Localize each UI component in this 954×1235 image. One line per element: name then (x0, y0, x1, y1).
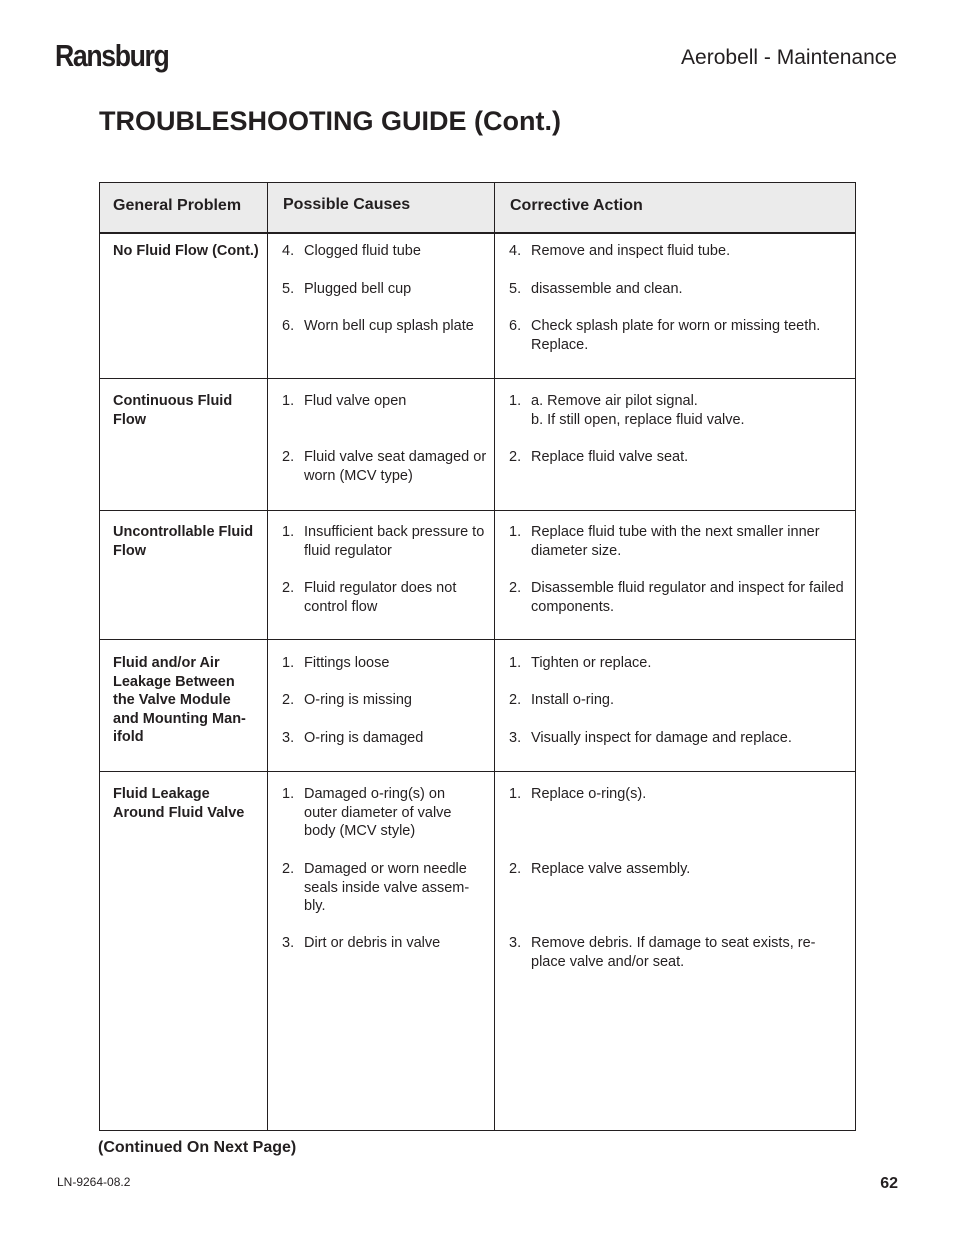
problem-cell: Continuous Fluid Flow (113, 393, 233, 428)
cause-item: 3. O-ring is damaged (282, 730, 424, 746)
problem-cell: Uncontrollable Fluid Flow (113, 524, 254, 559)
cause-item: 1. Flud valve open (282, 393, 407, 409)
action-item: 1. Tighten or replace. (509, 655, 652, 671)
problem-cell: No Fluid Flow (Cont.) (113, 243, 259, 259)
row-divider (100, 378, 855, 379)
cause-item: 2. Fluid regulator does not control flow (282, 580, 457, 615)
cause-item: 1. Damaged o-ring(s) on outer diameter of valve body (MCV style) (282, 786, 452, 840)
action-item: 6. Check splash plate for worn or missing teeth. Replace. (509, 318, 821, 353)
page-number: 62 (880, 1175, 898, 1192)
row-divider (100, 639, 855, 640)
column-header-general-problem: General Problem (113, 197, 242, 214)
troubleshooting-table (99, 182, 856, 1131)
action-item: 2. Replace fluid valve seat. (509, 449, 689, 465)
cause-item: 2. Damaged or worn needle seals inside valve assem-bly. (282, 861, 470, 915)
continued-note: (Continued On Next Page) (98, 1139, 297, 1156)
action-item: 1. Replace fluid tube with the next smaller inner diameter size. (509, 524, 820, 559)
problem-cell: Fluid and/or Air Leakage Between the Valve Module and Mounting Man-ifold (113, 655, 246, 746)
problem-cell: Fluid Leakage Around Fluid Valve (113, 786, 245, 821)
ransburg-logo: Ransburg (55, 38, 169, 73)
action-item: 5. disassemble and clean. (509, 281, 683, 297)
column-header-corrective-action: Corrective Action (510, 197, 643, 214)
action-item: 1. Replace o-ring(s). (509, 786, 647, 802)
table-header (100, 183, 855, 234)
action-item: 3. Visually inspect for damage and replace. (509, 730, 792, 746)
document-number: LN-9264-08.2 (57, 1175, 131, 1189)
column-divider (267, 183, 268, 1130)
cause-item: 2. Fluid valve seat damaged or worn (MCV type) (282, 449, 487, 484)
cause-item: 6. Worn bell cup splash plate (282, 318, 474, 334)
action-item: 1. a. Remove air pilot signal. b. If still open, replace fluid valve. (509, 393, 745, 428)
action-item: 2. Disassemble fluid regulator and inspect for failed components. (509, 580, 844, 615)
row-divider (100, 771, 855, 772)
action-item: 4. Remove and inspect fluid tube. (509, 243, 731, 259)
row-divider (100, 510, 855, 511)
cause-item: 2. O-ring is missing (282, 692, 412, 708)
column-divider (494, 183, 495, 1130)
cause-item: 5. Plugged bell cup (282, 281, 412, 297)
action-item: 2. Replace valve assembly. (509, 861, 691, 877)
action-item: 3. Remove debris. If damage to seat exists, re-place valve and/or seat. (509, 935, 816, 970)
cause-item: 3. Dirt or debris in valve (282, 935, 441, 951)
action-item: 2. Install o-ring. (509, 692, 615, 708)
cause-item: 1. Fittings loose (282, 655, 390, 671)
cause-item: 4. Clogged fluid tube (282, 243, 421, 259)
cause-item: 1. Insufficient back pressure to fluid regulator (282, 524, 485, 559)
page-title: TROUBLESHOOTING GUIDE (Cont.) (99, 106, 561, 136)
column-header-possible-causes: Possible Causes (283, 196, 411, 213)
section-title: Aerobell - Maintenance (681, 46, 897, 69)
